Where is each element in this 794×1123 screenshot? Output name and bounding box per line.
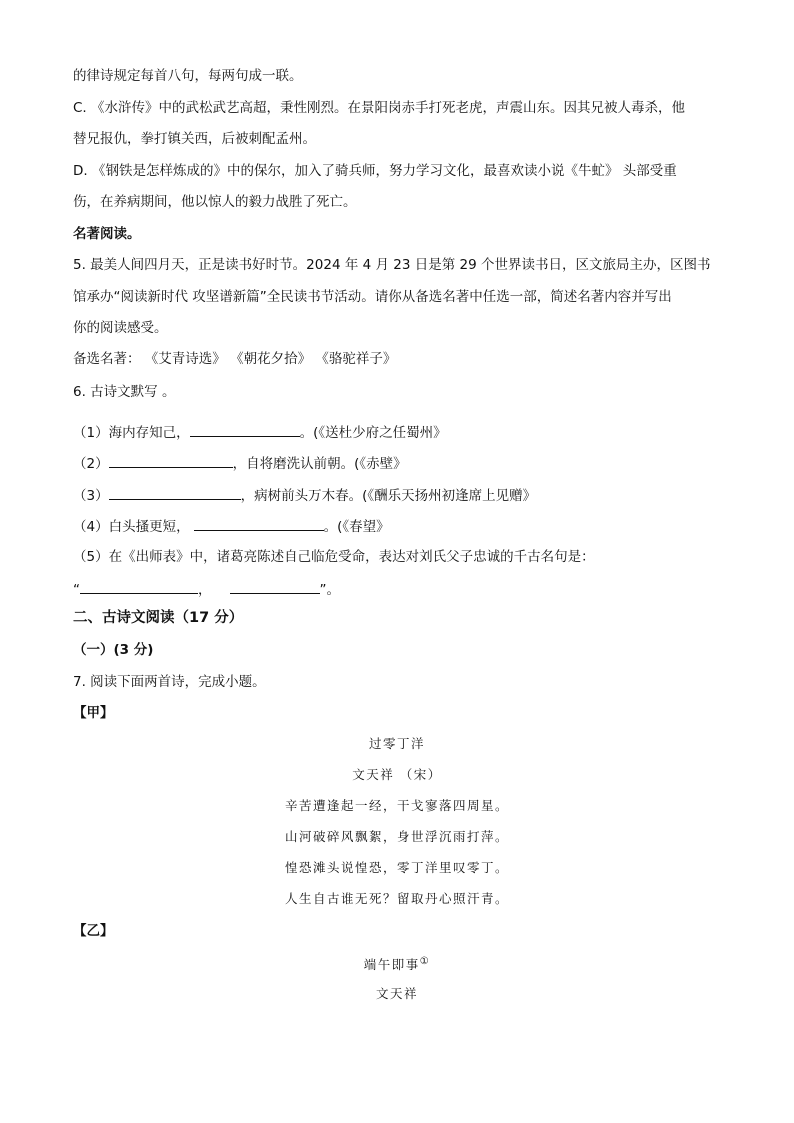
answer-blank[interactable] bbox=[190, 422, 300, 437]
fill-item-4-prefix: （4）白头搔更短， bbox=[73, 519, 190, 535]
poem-1-author: 文天祥 （宋） bbox=[352, 767, 442, 782]
fill-item-2 bbox=[73, 453, 407, 473]
fill-item-5: （5）在《出师表》中，诸葛亮陈述自己临危受命，表达对刘氏父子忠诚的千古名句是： bbox=[73, 549, 595, 565]
section-heading: 名著阅读。 bbox=[73, 226, 141, 242]
text-line: 馆承办“阅读新时代 攻坚谱新篇”全民读书节活动。请你从备选名著中任选一部，简述名著内容并写出 bbox=[73, 289, 672, 305]
text-line: 的律诗规定每首八句，每两句成一联。 bbox=[73, 68, 303, 84]
fill-item-4-suffix: 。(《春望》 bbox=[323, 519, 390, 535]
text-line: 替兄报仇，拳打镇关西，后被刺配孟州。 bbox=[73, 131, 316, 147]
close-quote: ”。 bbox=[319, 582, 340, 598]
poem-1-line: 辛苦遭逢起一经，干戈寥落四周星。 bbox=[284, 798, 509, 813]
open-quote: “ bbox=[73, 582, 80, 598]
fill-item-4 bbox=[73, 516, 390, 536]
answer-blank[interactable] bbox=[109, 453, 233, 468]
poem-2-author: 文天祥 bbox=[375, 986, 418, 1001]
answer-blank[interactable] bbox=[109, 485, 241, 500]
poem-1-line: 山河破碎风飘絮，身世浮沉雨打萍。 bbox=[284, 829, 509, 844]
fill-item-2-suffix: ，自将磨洗认前朝。(《赤壁》 bbox=[232, 456, 407, 472]
label-jia: 【甲】 bbox=[73, 705, 114, 721]
fill-item-2-prefix: （2） bbox=[73, 456, 109, 472]
fill-item-3 bbox=[73, 485, 536, 505]
option-c: C. 《水浒传》中的武松武艺高超，秉性刚烈。在景阳岗赤手打死老虎，声震山东。因其兄被人毒杀，他 bbox=[73, 100, 686, 116]
poem-2-title-text: 端午即事 bbox=[363, 957, 420, 973]
subsection-heading: （一）(3 分) bbox=[73, 642, 154, 658]
poem-1-title: 过零丁洋 bbox=[368, 736, 425, 751]
question-5: 5. 最美人间四月天，正是读书好时节。2024 年 4 月 23 日是第 29 个世界读书日，区文旅局主办，区图书 bbox=[73, 257, 711, 273]
footnote-marker: ① bbox=[419, 956, 431, 967]
fill-item-1-suffix: 。(《送杜少府之任蜀州》 bbox=[299, 425, 447, 441]
question-6: 6. 古诗文默写 。 bbox=[73, 384, 176, 400]
fill-item-1-prefix: （1）海内存知己， bbox=[73, 425, 190, 441]
fill-item-1 bbox=[73, 422, 447, 442]
poem-1-line: 惶恐滩头说惶恐，零丁洋里叹零丁。 bbox=[284, 860, 509, 875]
book-options: 备选名著： 《艾青诗选》 《朝花夕拾》 《骆驼祥子》 bbox=[73, 351, 397, 367]
text-line: 你的阅读感受。 bbox=[73, 320, 168, 336]
question-7: 7. 阅读下面两首诗，完成小题。 bbox=[73, 674, 266, 690]
fill-item-5-answer bbox=[73, 579, 340, 599]
answer-blank[interactable] bbox=[80, 579, 198, 594]
poem-2-title bbox=[0, 953, 794, 974]
answer-blank[interactable] bbox=[230, 579, 320, 594]
option-d: D. 《钢铁是怎样炼成的》中的保尔，加入了骑兵师，努力学习文化，最喜欢读小说《牛虻》 头部受重 bbox=[73, 163, 677, 179]
label-yi: 【乙】 bbox=[73, 923, 114, 939]
answer-blank[interactable] bbox=[194, 516, 324, 531]
fill-item-3-suffix: ，病树前头万木春。(《酬乐天扬州初逢席上见赠》 bbox=[240, 488, 537, 504]
section-2-heading: 二、古诗文阅读（17 分） bbox=[73, 610, 244, 626]
poem-1-line: 人生自古谁无死？留取丹心照汗青。 bbox=[284, 891, 509, 906]
fill-item-3-prefix: （3） bbox=[73, 488, 109, 504]
comma: ， bbox=[198, 582, 212, 598]
text-line: 伤，在养病期间，他以惊人的毅力战胜了死亡。 bbox=[73, 194, 357, 210]
